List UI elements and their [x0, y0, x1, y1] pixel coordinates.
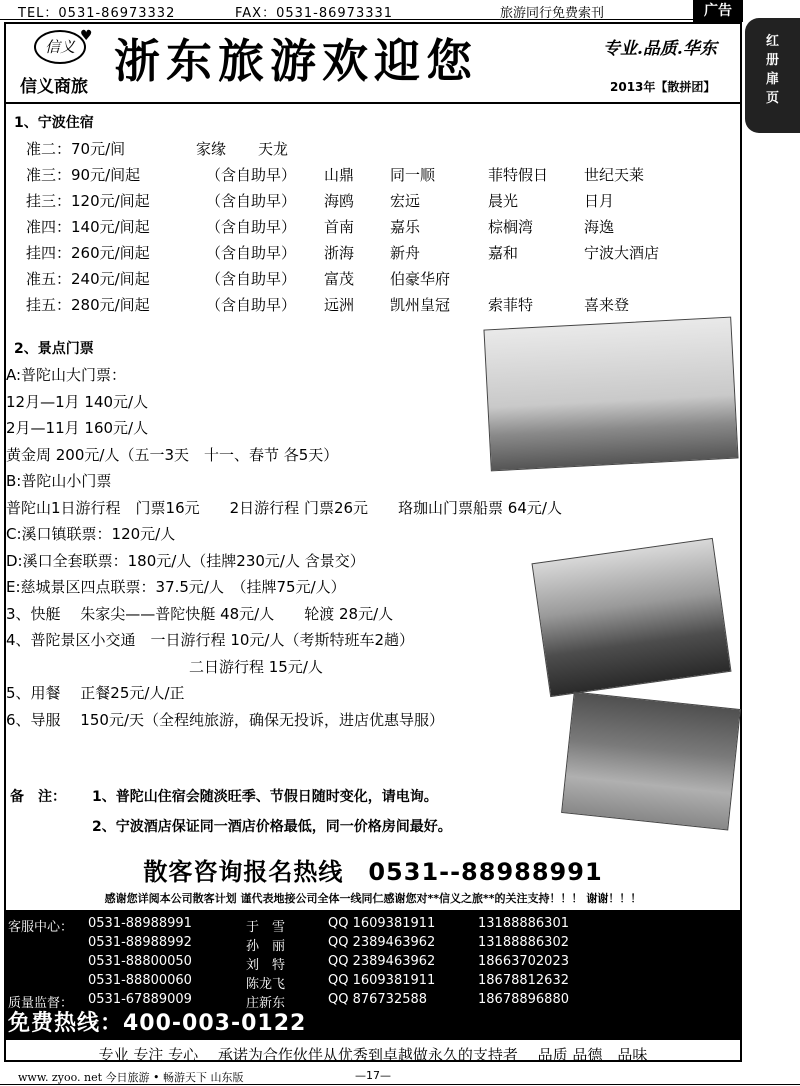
hotel-breakfast-note: （含自助早） — [206, 192, 297, 210]
hotel-breakfast-note: （含自助早） — [206, 244, 297, 262]
footer-web: www. zyoo. net 今日旅游 • 畅游天下 山东版 — [18, 1071, 244, 1084]
logo-text: 信义商旅 — [20, 77, 88, 97]
hotel-grade: 挂五：280元/间起 — [26, 296, 150, 314]
year-badge: 2013年【散拼团】 — [610, 80, 716, 94]
hotel-name: 伯豪华府 — [390, 270, 451, 288]
hotline: 散客咨询报名热线 0531--88988991 — [143, 858, 603, 886]
contact-tel: 0531-88800050 — [88, 954, 192, 969]
hotel-breakfast-note: （含自助早） — [206, 296, 297, 314]
ticket-line: 12月—1月 140元/人 — [6, 392, 149, 411]
contact-name: 孙 丽 — [246, 939, 286, 954]
hotel-name: 同一顺 — [390, 166, 436, 184]
ticket-line: E:慈城景区四点联票：37.5元/人 （挂牌75元/人） — [6, 578, 346, 596]
contact-tel: 0531-67889009 — [88, 992, 192, 1007]
contact-mobile: 13188886302 — [478, 935, 569, 950]
ticket-line: 4、普陀景区小交通 一日游行程 10元/人（考斯特班车2趟） — [6, 631, 414, 649]
contact-name: 刘 特 — [246, 958, 286, 973]
footer — [0, 1066, 800, 1086]
ticket-line: 6、导服 150元/天（全程纯旅游，确保无投诉，进店优惠导服） — [6, 710, 444, 729]
contact-qq: QQ 1609381911 — [328, 916, 436, 931]
free-hotline: 免费热线：400-003-0122 — [8, 1011, 307, 1036]
contact-tel: 0531-88988991 — [88, 916, 192, 931]
contact-tel: 0531-88800060 — [88, 973, 192, 988]
page-title: 浙东旅游欢迎您 — [114, 34, 478, 88]
note-1: 1、普陀山住宿会随淡旺季、节假日随时变化，请电询。 — [92, 789, 438, 805]
footer-rule — [0, 1084, 800, 1085]
contact-mobile: 13188886301 — [478, 916, 569, 931]
hotel-name: 凯州皇冠 — [390, 296, 451, 314]
hotel-name: 索菲特 — [488, 296, 534, 314]
logo-mark: 信义 — [34, 30, 86, 64]
photo-stone-monument — [561, 692, 741, 831]
hotel-grade: 准二：70元/间 — [26, 140, 126, 158]
top-rule — [0, 19, 693, 20]
hotel-name: 浙海 — [324, 244, 355, 262]
ticket-line: 5、用餐 正餐25元/人/正 — [6, 684, 185, 702]
hotel-name: 喜来登 — [584, 296, 630, 314]
contact-qq: QQ 2389463962 — [328, 935, 436, 950]
fax-number: FAX：0531-86973331 — [235, 6, 394, 21]
side-tab — [745, 18, 800, 133]
hotel-name: 菲特假日 — [488, 166, 549, 184]
page-header — [6, 24, 740, 104]
slogan: 专业.品质.华东 — [603, 39, 717, 59]
hotel-name: 世纪天莱 — [584, 166, 645, 184]
contact-qq: QQ 2389463962 — [328, 954, 436, 969]
contact-mobile: 18678896880 — [478, 992, 569, 1007]
contact-mobile: 18678812632 — [478, 973, 569, 988]
hotel-breakfast-note: （含自助早） — [206, 270, 297, 288]
hotel-name: 晨光 — [488, 192, 519, 210]
photo-temple-roofs — [531, 538, 731, 697]
contact-qq: QQ 1609381911 — [328, 973, 436, 988]
hotel-grade: 准三：90元/间起 — [26, 166, 141, 184]
page-number: —17— — [355, 1069, 391, 1082]
hotel-name: 天龙 — [258, 140, 289, 158]
tel-number: TEL：0531-86973332 — [18, 6, 176, 21]
contact-mobile: 18663702023 — [478, 954, 569, 969]
hotel-name: 宁波大酒店 — [584, 244, 660, 262]
hotel-grade: 准五：240元/间起 — [26, 270, 150, 288]
top-bar — [0, 0, 800, 22]
hotel-name: 山鼎 — [324, 166, 355, 184]
hotel-name: 宏远 — [390, 192, 421, 210]
hotel-grade: 挂三：120元/间起 — [26, 192, 150, 210]
hotel-breakfast-note: （含自助早） — [206, 166, 297, 184]
side-tab-label: 红册扉页 — [765, 34, 779, 106]
hotel-name: 嘉和 — [488, 244, 519, 262]
hotel-grade: 准四：140元/间起 — [26, 218, 150, 236]
section-title-tickets: 2、景点门票 — [14, 341, 94, 357]
service-label: 客服中心： — [8, 920, 74, 935]
ticket-line: C:溪口镇联票：120元/人 — [6, 525, 176, 543]
hotel-grade: 挂四：260元/间起 — [26, 244, 150, 262]
photo-guanyin-statue — [483, 317, 738, 472]
hotel-name: 远洲 — [324, 296, 355, 314]
hotel-name: 富茂 — [324, 270, 355, 288]
hotel-name: 棕榈湾 — [488, 218, 534, 236]
ticket-line: A:普陀山大门票： — [6, 366, 127, 384]
ticket-line: 黄金周 200元/人（五一3天 十一、春节 各5天） — [6, 445, 339, 464]
heart-icon: ♥ — [80, 28, 93, 44]
hotel-name: 首南 — [324, 218, 355, 236]
ticket-line: B:普陀山小门票 — [6, 472, 112, 490]
contact-name: 于 雪 — [246, 920, 286, 935]
ticket-line: 3、快艇 朱家尖——普陀快艇 48元/人 轮渡 28元/人 — [6, 604, 394, 623]
hotel-name: 海鸥 — [324, 192, 355, 210]
bottom-motto: 专业 专注 专心 承诺为合作伙伴从优秀到卓越做永久的支持者 品质 品德 品味 — [98, 1046, 648, 1064]
supervise-label: 质量监督： — [8, 996, 74, 1011]
ticket-line: 普陀山1日游行程 门票16元 2日游行程 门票26元 珞珈山门票船票 64元/人 — [6, 498, 562, 517]
ad-badge: 广告 — [693, 0, 743, 22]
hotel-name: 海逸 — [584, 218, 615, 236]
notes-label: 备 注： — [10, 789, 66, 805]
ticket-line: 二日游行程 15元/人 — [189, 657, 323, 676]
note-2: 2、宁波酒店保证同一酒店价格最低，同一价格房间最好。 — [92, 819, 452, 835]
hotel-name: 家缘 — [196, 140, 227, 158]
hotel-name: 日月 — [584, 192, 615, 210]
contact-name: 庄新东 — [246, 996, 286, 1011]
index-note: 旅游同行免费索刊 — [500, 6, 605, 21]
section-title-hotels: 1、宁波住宿 — [14, 115, 94, 131]
contact-name: 陈龙飞 — [246, 977, 286, 992]
hotel-name: 嘉乐 — [390, 218, 421, 236]
contact-tel: 0531-88988992 — [88, 935, 192, 950]
ticket-line: D:溪口全套联票：180元/人（挂牌230元/人 含景交） — [6, 551, 365, 570]
hotel-breakfast-note: （含自助早） — [206, 218, 297, 236]
ticket-line: 2月—11月 160元/人 — [6, 419, 149, 437]
thanks-line: 感谢您详阅本公司散客计划 谨代表地接公司全体一线同仁感谢您对**信义之旅**的关注支持！！！ 谢谢！！！ — [104, 892, 642, 905]
contact-qq: QQ 876732588 — [328, 992, 428, 1007]
hotel-name: 新舟 — [390, 244, 421, 262]
